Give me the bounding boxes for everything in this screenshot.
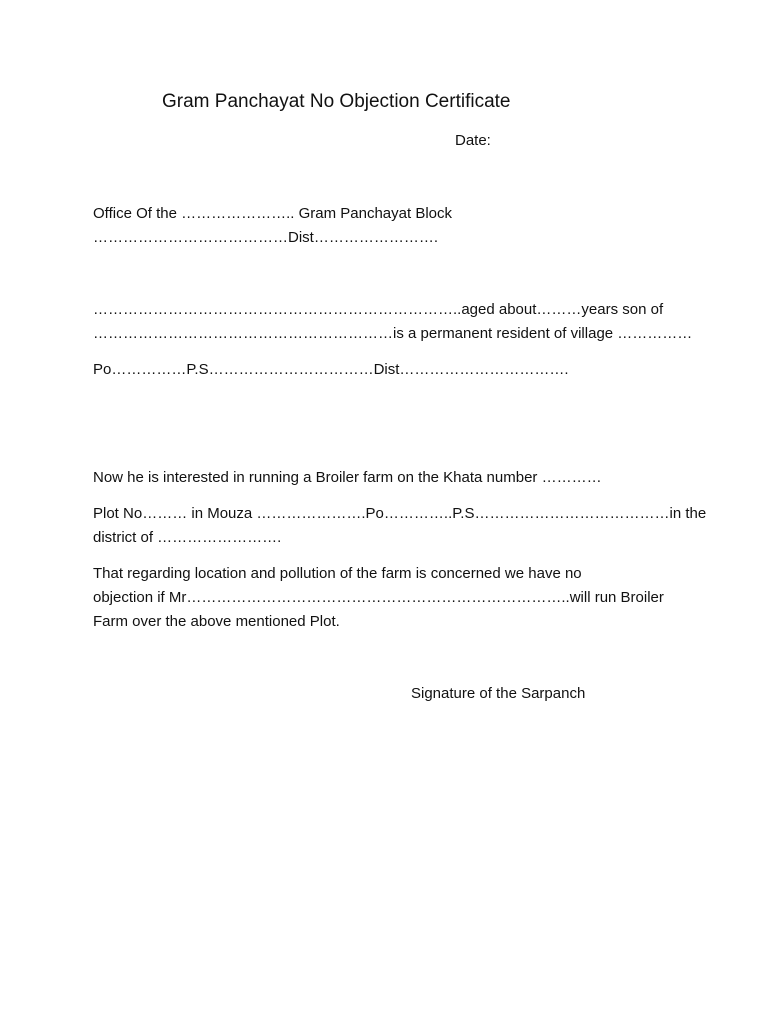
office-line-1: Office Of the ………………….. Gram Panchayat Block [93, 205, 452, 222]
address-line: Po……………P.S……………………………Dist……………………………. [93, 361, 569, 378]
date-label: Date: [455, 132, 491, 149]
office-line-2: …………………………………Dist……………………. [93, 229, 438, 246]
objection-line-2: objection if Mr…………………………………………………………………..will run Broiler [93, 589, 664, 606]
resident-line-2: ……………………………………………………is a permanent resident of village …………… [93, 325, 693, 342]
resident-line-1: ………………………………………………………………..aged about………years son of [93, 301, 664, 318]
document-title: Gram Panchayat No Objection Certificate [162, 91, 511, 112]
objection-line-3: Farm over the above mentioned Plot. [93, 613, 340, 630]
signature-label: Signature of the Sarpanch [411, 685, 586, 702]
plot-line-1: Plot No……… in Mouza ………………….Po…………..P.S…………………………………in the [93, 505, 707, 522]
objection-line-1: That regarding location and pollution of the farm is concerned we have no [93, 565, 582, 582]
interest-line: Now he is interested in running a Broiler farm on the Khata number ………… [93, 469, 602, 486]
plot-line-2: district of ……………………. [93, 529, 282, 546]
